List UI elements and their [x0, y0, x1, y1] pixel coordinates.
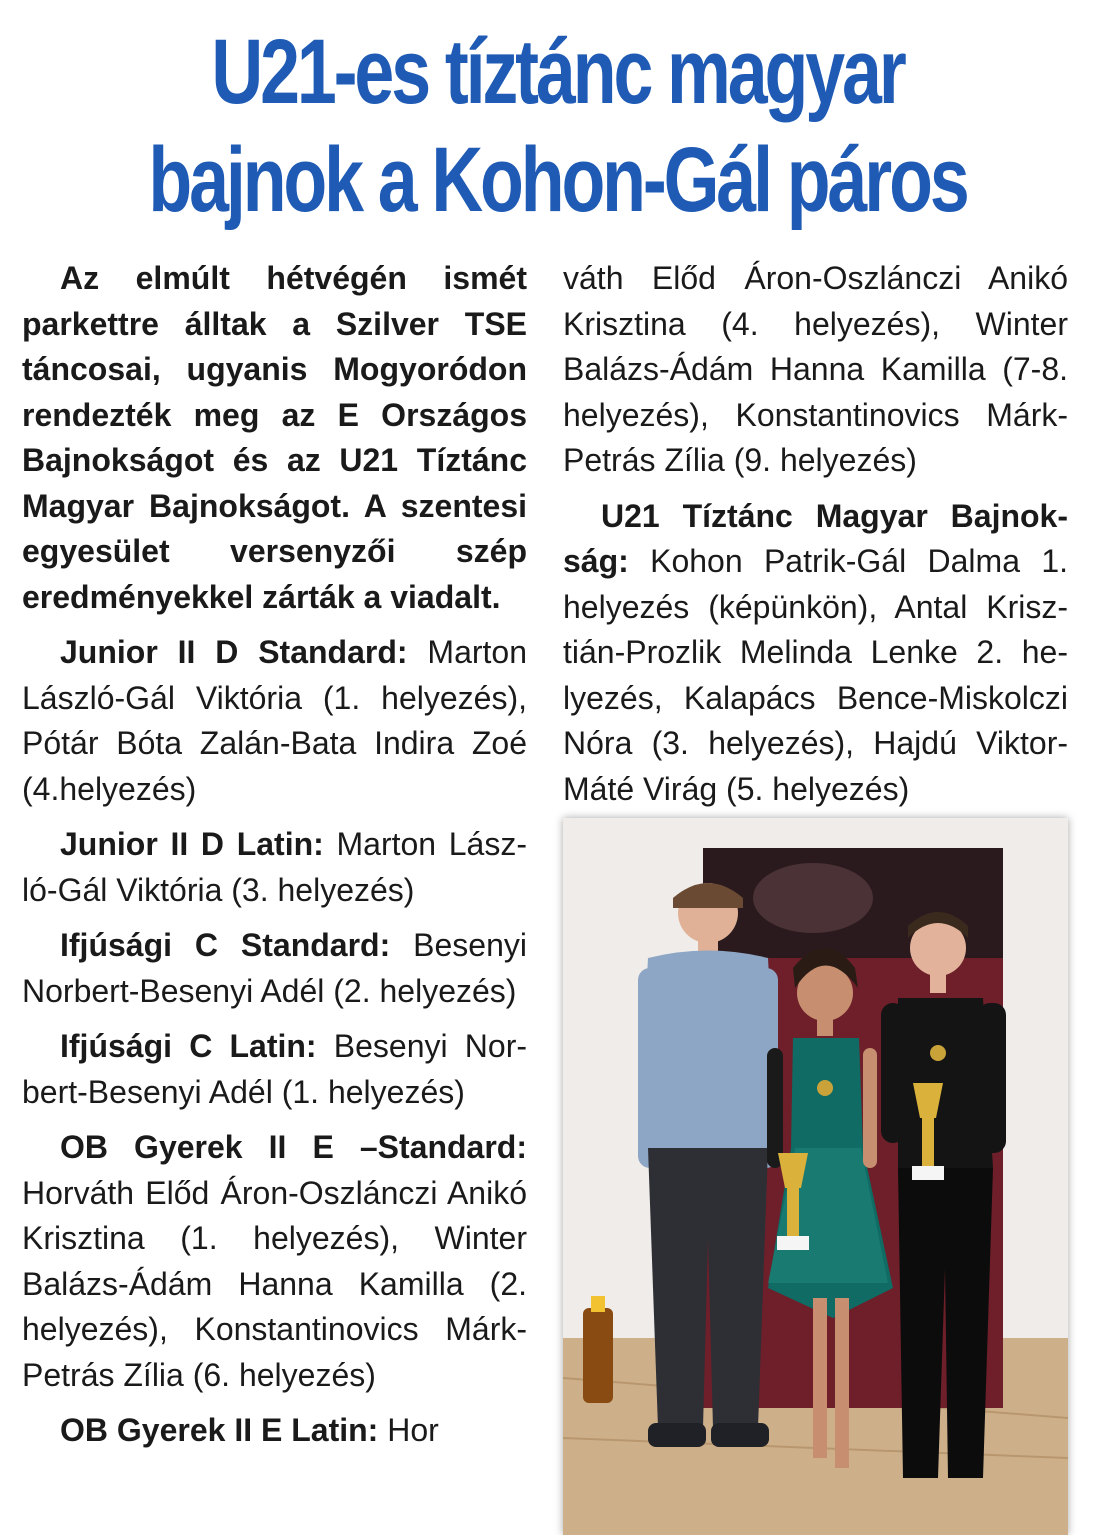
result-text: Marton László-Gál Viktória (1. helyezés), Pótár Bóta Zalán-Bata Indira Zoé (4.helyezés)	[22, 634, 528, 807]
medal-icon	[817, 1080, 833, 1096]
article-photo	[563, 818, 1068, 1535]
result-label: Ifjúsági C Standard:	[60, 927, 391, 963]
result-paragraph	[22, 1125, 527, 1398]
result-text: Besenyi Norbert-Besenyi Adél (1. helyezés)	[22, 1028, 527, 1110]
headline-line-1: U21-es tíztánc magyar	[211, 21, 904, 123]
result-paragraph	[22, 923, 527, 1014]
photo-illustration	[563, 818, 1068, 1535]
article-column-right	[563, 256, 1068, 822]
u21-result-text: Kohon Patrik-Gál Dalma 1. helyezés (képünkön), Antal Krisztián-Prozlik Melinda Lenke 2. helyezés, Kalapács Bence-Miskolczi Nóra (3. helyezés), Hajdú Viktor-Máté Virág (5. helyezés)	[563, 543, 1068, 807]
result-paragraph	[22, 822, 527, 913]
result-label: OB Gyerek II E Latin:	[60, 1412, 379, 1448]
result-label: Ifjúsági C Latin:	[60, 1028, 317, 1064]
result-paragraph	[22, 1024, 527, 1115]
result-text: Marton László-Gál Viktória (3. helyezés)	[22, 826, 528, 908]
result-text: Hor	[378, 1412, 439, 1448]
result-paragraph	[22, 630, 527, 812]
u21-result-paragraph	[563, 494, 1068, 813]
bottle-icon	[583, 1308, 613, 1403]
result-paragraph-last	[22, 1408, 527, 1454]
result-label: OB Gyerek II E –Standard:	[60, 1129, 527, 1165]
result-label: Junior II D Standard:	[60, 634, 408, 670]
result-text: Besenyi Norbert-Besenyi Adél (2. helyezés)	[22, 927, 528, 1009]
result-label: Junior II D Latin:	[60, 826, 324, 862]
result-continuation: váth Előd Áron-Oszlánczi Anikó Krisztina (4. helyezés), Winter Balázs-Ádám Hanna Kamilla (7-8. helyezés), Konstantinovics Márk-Petrás Zília (9. helyezés)	[563, 260, 1068, 478]
u21-result-label: U21 Tíztánc Magyar Bajnokság:	[563, 497, 1068, 579]
headline-line-2: bajnok a Kohon-Gál páros	[148, 129, 967, 231]
medal-icon	[930, 1045, 946, 1061]
article-lead: Az elmúlt hétvégén ismét parkettre álltak a Szilver TSE táncosai, ugyanis Mogyoródon rendezték meg az E Országos Bajnokságot és az U21 Tíztánc Magyar Bajnokságot. A szentesi egyesület versenyzői szép eredményekkel zárták a viadalt.	[22, 260, 527, 615]
headline	[123, 18, 993, 234]
article-column-left	[22, 256, 527, 1464]
result-text: Horváth Előd Áron-Oszlánczi Anikó Krisztina (1. helyezés), Winter Balázs-Ádám Hanna Kamilla (2. helyezés), Konstantinovics Márk-Petrás Zília (6. helyezés)	[22, 1174, 527, 1393]
